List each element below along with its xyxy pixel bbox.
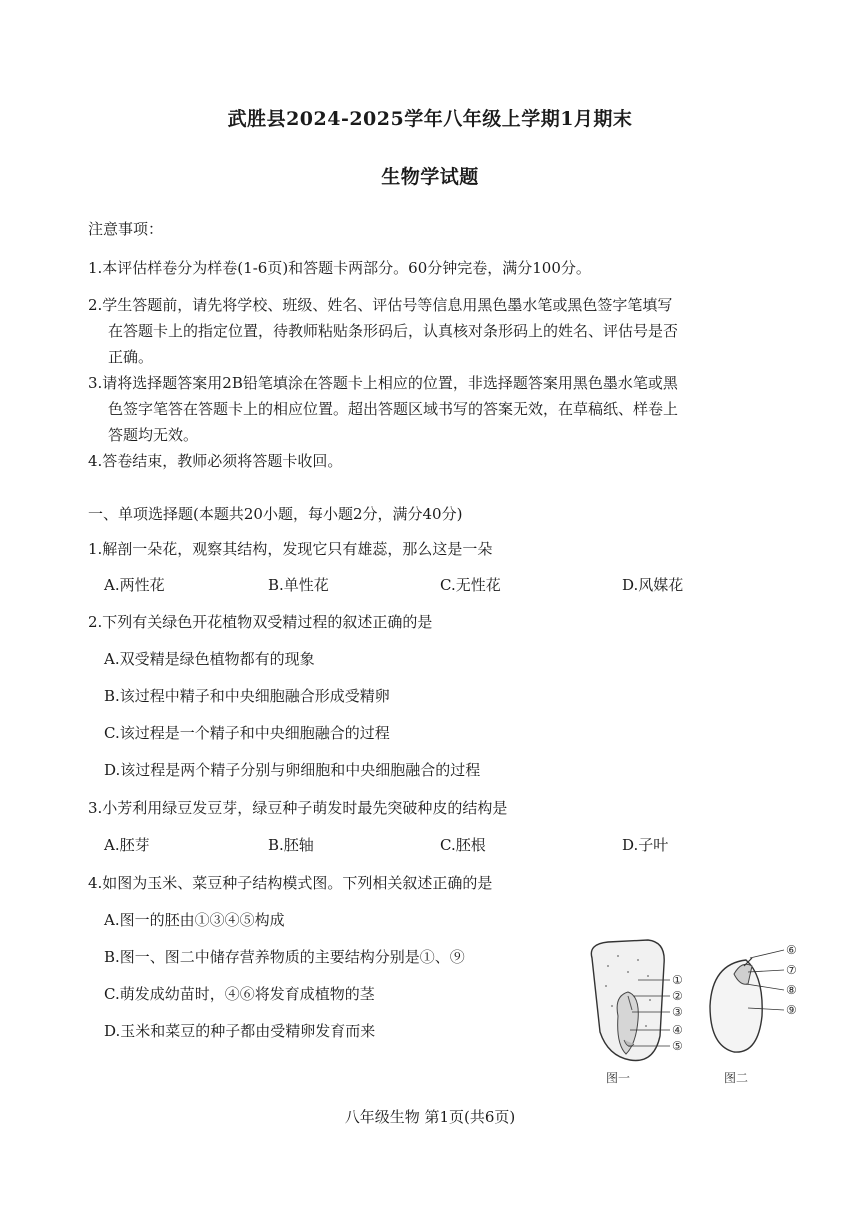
fig1-label: ④: [672, 1023, 683, 1037]
fig1-label: ⑤: [672, 1039, 683, 1053]
fig2-label: ⑦: [786, 963, 797, 977]
fig1-label: ③: [672, 1005, 683, 1019]
note-line: 在答题卡上的指定位置，待教师粘贴条形码后，认真核对条形码上的姓名、评估号是否: [108, 322, 679, 340]
fig2-label: ⑧: [786, 983, 797, 997]
fig2-label: ⑥: [786, 943, 797, 957]
seed-structure-figure: [578, 936, 818, 1096]
option-b: B.胚轴: [268, 836, 314, 854]
fig1-label: ①: [672, 973, 683, 987]
option-b: B.该过程中精子和中央细胞融合形成受精卵: [104, 687, 390, 705]
corn-seed-diagram: [591, 940, 682, 1085]
fig2-caption: 图二: [724, 1071, 749, 1085]
exam-subtitle: 生物学试题: [381, 166, 479, 188]
note-line: 答题均无效。: [108, 426, 199, 444]
exam-title: 武胜县2024-2025学年八年级上学期1月期末: [227, 108, 633, 130]
fig1-label: ②: [672, 989, 683, 1003]
note-line: 3.请将选择题答案用2B铅笔填涂在答题卡上相应的位置，非选择题答案用黑色墨水笔或黑: [88, 374, 678, 392]
option-a: A.图一的胚由①③④⑤构成: [104, 911, 285, 929]
option-a: A.胚芽: [104, 836, 150, 854]
note-line: 色签字笔答在答题卡上的相应位置。超出答题区域书写的答案无效，在草稿纸、样卷上: [108, 400, 679, 418]
fig1-caption: 图一: [606, 1071, 631, 1085]
question-stem: 1.解剖一朵花，观察其结构，发现它只有雄蕊，那么这是一朵: [88, 540, 493, 558]
option-b: B.图一、图二中储存营养物质的主要结构分别是①、⑨: [104, 948, 465, 966]
option-c: C.无性花: [440, 576, 501, 594]
options-row: [104, 574, 744, 598]
option-c: C.该过程是一个精子和中央细胞融合的过程: [104, 724, 390, 742]
note-line: 1.本评估样卷分为样卷(1-6页)和答题卡两部分。60分钟完卷，满分100分。: [88, 259, 591, 277]
question-stem: 3.小芳利用绿豆发豆芽，绿豆种子萌发时最先突破种皮的结构是: [88, 799, 508, 817]
note-line: 2.学生答题前，请先将学校、班级、姓名、评估号等信息用黑色墨水笔或黑色签字笔填写: [88, 296, 673, 314]
option-a: A.两性花: [104, 576, 165, 594]
options-row: [104, 834, 744, 858]
page-footer: 八年级生物 第1页(共6页): [344, 1108, 516, 1126]
option-d: D.玉米和菜豆的种子都由受精卵发育而来: [104, 1022, 376, 1040]
question-stem: 2.下列有关绿色开花植物双受精过程的叙述正确的是: [88, 613, 433, 631]
notes-heading: 注意事项：: [88, 220, 164, 238]
option-d: D.子叶: [622, 836, 669, 854]
option-b: B.单性花: [268, 576, 329, 594]
fig2-label: ⑨: [786, 1003, 797, 1017]
option-c: C.萌发成幼苗时，④⑥将发育成植物的茎: [104, 985, 375, 1003]
option-d: D.该过程是两个精子分别与卵细胞和中央细胞融合的过程: [104, 761, 481, 779]
bean-seed-diagram: [710, 943, 797, 1085]
option-c: C.胚根: [440, 836, 486, 854]
note-line: 正确。: [108, 348, 154, 366]
section-heading: 一、单项选择题(本题共20小题，每小题2分，满分40分): [88, 505, 463, 523]
note-line: 4.答卷结束，教师必须将答题卡收回。: [88, 452, 343, 470]
option-a: A.双受精是绿色植物都有的现象: [104, 650, 315, 668]
option-d: D.风媒花: [622, 576, 684, 594]
question-stem: 4.如图为玉米、菜豆种子结构模式图。下列相关叙述正确的是: [88, 874, 493, 892]
